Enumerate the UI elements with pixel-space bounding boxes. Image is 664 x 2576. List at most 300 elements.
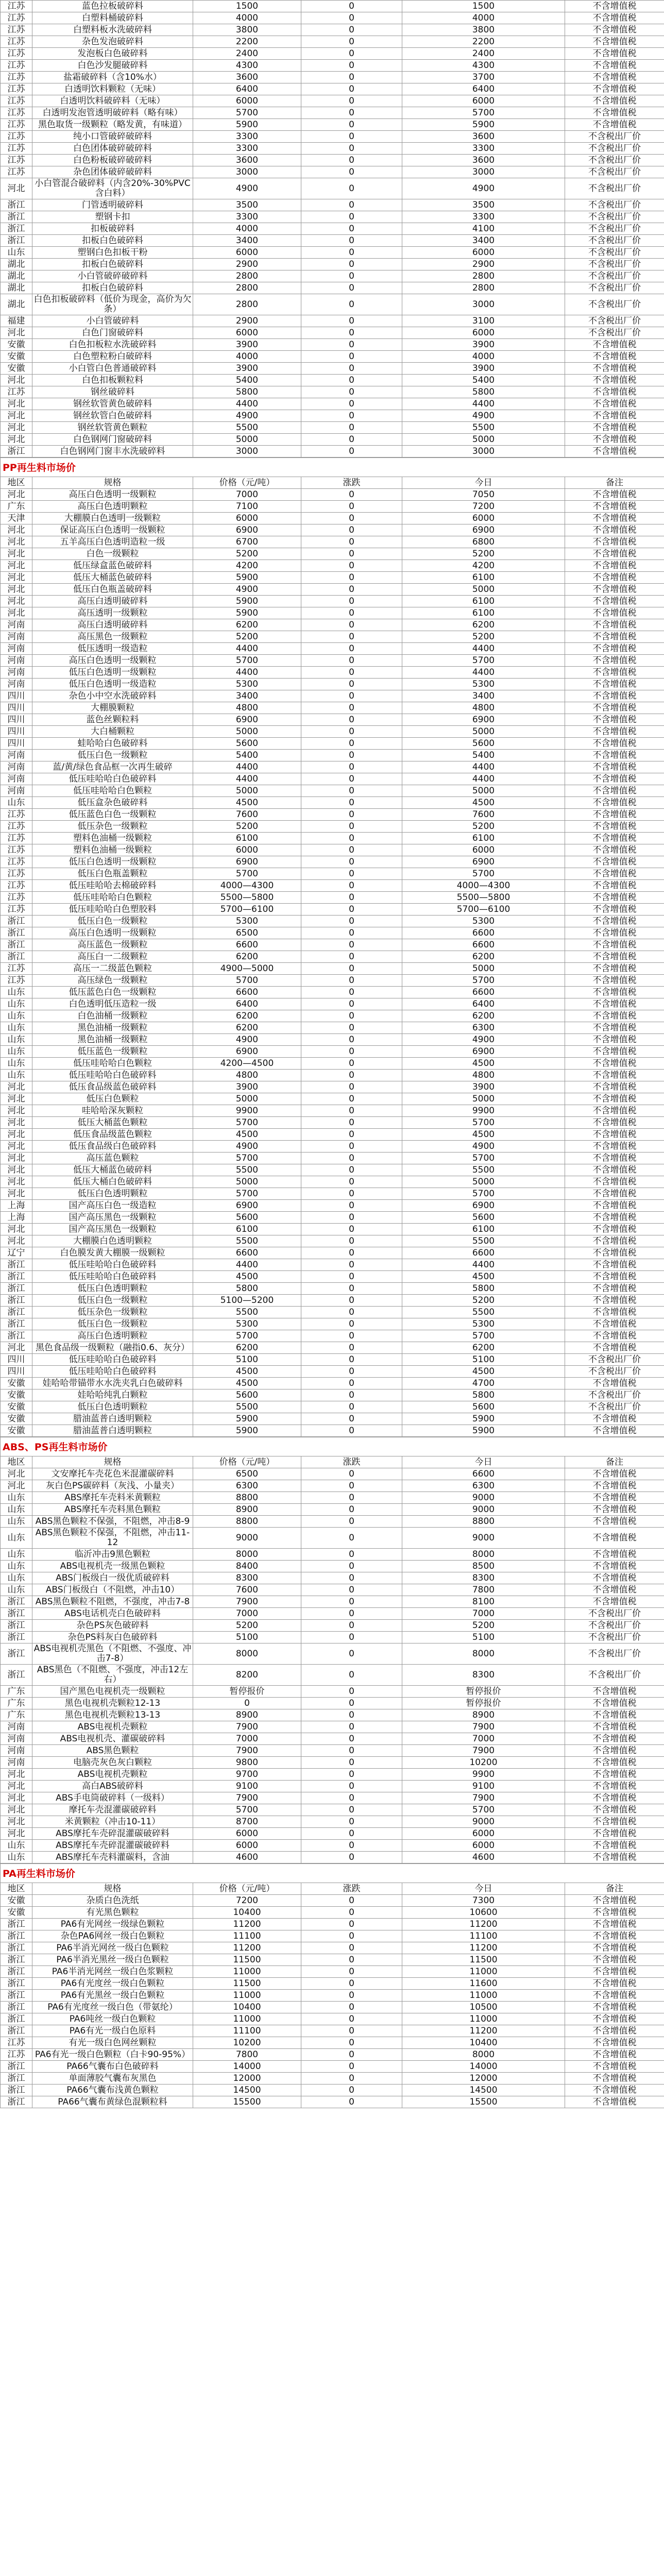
table-row xyxy=(1,1990,664,2002)
region-cell: 河北 xyxy=(1,1153,32,1164)
note-cell: 不含增值税 xyxy=(565,351,664,363)
spec-cell: 低压食品级蓝色颗粒 xyxy=(32,1129,193,1141)
price-cell: 3400 xyxy=(193,235,301,247)
change-cell: 0 xyxy=(301,1259,402,1271)
today-cell: 4900 xyxy=(402,1034,565,1046)
header-today: 今日 xyxy=(402,1883,565,1895)
header-price: 价格（元/吨） xyxy=(193,1456,301,1468)
note-cell: 不含增值税 xyxy=(565,1840,664,1852)
region-cell: 湖北 xyxy=(1,294,32,315)
today-cell: 4500 xyxy=(402,1366,565,1378)
region-cell: 四川 xyxy=(1,1354,32,1366)
price-cell: 4900 xyxy=(193,178,301,199)
today-cell: 5500—5800 xyxy=(402,892,565,904)
today-cell: 3400 xyxy=(402,235,565,247)
region-cell: 安徽 xyxy=(1,363,32,375)
table-row xyxy=(1,1235,664,1247)
table-row xyxy=(1,1046,664,1058)
note-cell: 不含增值税 xyxy=(565,1816,664,1828)
spec-cell: 有光一级白色网丝颗粒 xyxy=(32,2037,193,2049)
spec-cell: 塑料色油桶一级颗粒 xyxy=(32,844,193,856)
spec-cell: 有光黑色颗粒 xyxy=(32,1907,193,1919)
change-cell: 0 xyxy=(301,998,402,1010)
note-cell: 不含增值税 xyxy=(565,1425,664,1437)
spec-cell: 白透明饮料破碎料（无味） xyxy=(32,95,193,107)
change-cell: 0 xyxy=(301,501,402,513)
spec-cell: 低压哇哈哈白色破碎料 xyxy=(32,1259,193,1271)
price-cell: 7000 xyxy=(193,1733,301,1745)
today-cell: 8900 xyxy=(402,1709,565,1721)
note-cell: 不含增值税 xyxy=(565,1804,664,1816)
change-cell: 0 xyxy=(301,294,402,315)
spec-cell: 扣板白色破碎料 xyxy=(32,259,193,270)
change-cell: 0 xyxy=(301,1378,402,1389)
table-row xyxy=(1,679,664,690)
change-cell: 0 xyxy=(301,223,402,235)
change-cell: 0 xyxy=(301,1176,402,1188)
region-cell: 山东 xyxy=(1,1504,32,1516)
change-cell: 0 xyxy=(301,2061,402,2073)
price-cell: 2800 xyxy=(193,282,301,294)
today-cell: 4000 xyxy=(402,351,565,363)
note-cell: 不含增值税 xyxy=(565,584,664,596)
price-cell: 4400 xyxy=(193,398,301,410)
today-cell: 11000 xyxy=(402,2013,565,2025)
note-cell: 不含增值税 xyxy=(565,880,664,892)
spec-cell: 杂质白色洗纸 xyxy=(32,1895,193,1907)
note-cell: 不含增值税 xyxy=(565,1283,664,1295)
note-cell: 不含增值税 xyxy=(565,844,664,856)
price-cell: 3400 xyxy=(193,690,301,702)
note-cell: 不含增值税 xyxy=(565,1978,664,1990)
table-row xyxy=(1,1745,664,1757)
header-price: 价格（元/吨） xyxy=(193,1883,301,1895)
table-row xyxy=(1,1342,664,1354)
change-cell: 0 xyxy=(301,773,402,785)
today-cell: 8000 xyxy=(402,1549,565,1561)
note-cell: 不含税出厂价 xyxy=(565,199,664,211)
region-cell: 河北 xyxy=(1,572,32,584)
region-cell: 山东 xyxy=(1,247,32,259)
spec-cell: 扣板白色破碎料 xyxy=(32,282,193,294)
note-cell: 不含增值税 xyxy=(565,690,664,702)
note-cell: 不含税出厂价 xyxy=(565,270,664,282)
spec-cell: 杂色发泡破碎料 xyxy=(32,36,193,48)
today-cell: 4900 xyxy=(402,1141,565,1153)
region-cell: 江苏 xyxy=(1,36,32,48)
change-cell: 0 xyxy=(301,655,402,667)
today-cell: 7200 xyxy=(402,501,565,513)
change-cell: 0 xyxy=(301,155,402,166)
price-cell: 15500 xyxy=(193,2096,301,2108)
price-cell: 14500 xyxy=(193,2084,301,2096)
note-cell: 不含增值税 xyxy=(565,998,664,1010)
table-row xyxy=(1,1366,664,1378)
price-cell: 4900 xyxy=(193,410,301,422)
spec-cell: 低压透明一级造粒 xyxy=(32,643,193,655)
spec-cell: 低压白色一级颗粒 xyxy=(32,916,193,927)
price-cell: 4900—5000 xyxy=(193,963,301,975)
table-row xyxy=(1,761,664,773)
region-cell: 浙江 xyxy=(1,1942,32,1954)
today-cell: 3900 xyxy=(402,1081,565,1093)
today-cell: 11200 xyxy=(402,2025,565,2037)
table-row xyxy=(1,1093,664,1105)
change-cell: 0 xyxy=(301,119,402,131)
price-cell: 6900 xyxy=(193,1046,301,1058)
spec-cell: 小白管破碎破碎料 xyxy=(32,270,193,282)
today-cell: 6600 xyxy=(402,939,565,951)
table-row xyxy=(1,726,664,738)
today-cell: 6200 xyxy=(402,951,565,963)
change-cell: 0 xyxy=(301,916,402,927)
change-cell: 0 xyxy=(301,2084,402,2096)
change-cell: 0 xyxy=(301,178,402,199)
note-cell: 不含增值税 xyxy=(565,927,664,939)
change-cell: 0 xyxy=(301,1919,402,1930)
change-cell: 0 xyxy=(301,1307,402,1318)
spec-cell: 高白ABS破碎料 xyxy=(32,1781,193,1792)
price-cell: 11000 xyxy=(193,1990,301,2002)
price-cell: 4400 xyxy=(193,667,301,679)
change-cell: 0 xyxy=(301,513,402,524)
pa-table xyxy=(0,1863,664,2108)
region-cell: 江苏 xyxy=(1,72,32,83)
today-cell: 3700 xyxy=(402,72,565,83)
note-cell: 不含增值税 xyxy=(565,2013,664,2025)
change-cell: 0 xyxy=(301,1990,402,2002)
price-cell: 4900 xyxy=(193,1141,301,1153)
today-cell: 3500 xyxy=(402,199,565,211)
note-cell: 不含增值税 xyxy=(565,1745,664,1757)
table-row xyxy=(1,702,664,714)
today-cell: 6600 xyxy=(402,987,565,998)
change-cell: 0 xyxy=(301,375,402,386)
change-cell: 0 xyxy=(301,1283,402,1295)
change-cell: 0 xyxy=(301,1930,402,1942)
price-cell: 5200 xyxy=(193,1620,301,1632)
note-cell: 不含税出厂价 xyxy=(565,1608,664,1620)
today-cell: 8000 xyxy=(402,1643,565,1665)
table-row xyxy=(1,1212,664,1224)
note-cell: 不含增值税 xyxy=(565,702,664,714)
region-cell: 河北 xyxy=(1,1081,32,1093)
today-cell: 6600 xyxy=(402,927,565,939)
note-cell: 不含增值税 xyxy=(565,975,664,987)
table-row xyxy=(1,1271,664,1283)
today-cell: 8000 xyxy=(402,2049,565,2061)
header-today: 今日 xyxy=(402,1456,565,1468)
spec-cell: 黑色油桶一级颗粒 xyxy=(32,1022,193,1034)
today-cell: 4500 xyxy=(402,1129,565,1141)
change-cell: 0 xyxy=(301,1164,402,1176)
change-cell: 0 xyxy=(301,1480,402,1492)
price-cell: 2900 xyxy=(193,259,301,270)
spec-cell: ABS摩托车壳料米黄颗粒 xyxy=(32,1492,193,1504)
change-cell: 0 xyxy=(301,1828,402,1840)
table-row xyxy=(1,1188,664,1200)
change-cell: 0 xyxy=(301,1942,402,1954)
price-cell: 4800 xyxy=(193,1070,301,1081)
region-cell: 湖北 xyxy=(1,259,32,270)
today-cell: 3800 xyxy=(402,24,565,36)
spec-cell: 电脑壳灰色灰白颗粒 xyxy=(32,1757,193,1769)
change-cell: 0 xyxy=(301,95,402,107)
price-cell: 5500 xyxy=(193,1401,301,1413)
note-cell: 不含增值税 xyxy=(565,339,664,351)
region-cell: 山东 xyxy=(1,1572,32,1584)
today-cell: 4400 xyxy=(402,773,565,785)
change-cell: 0 xyxy=(301,386,402,398)
region-cell: 浙江 xyxy=(1,1259,32,1271)
table-row xyxy=(1,998,664,1010)
today-cell: 5500 xyxy=(402,1307,565,1318)
table-row xyxy=(1,1620,664,1632)
today-cell: 5000 xyxy=(402,963,565,975)
spec-cell: 哇哈哈深灰颗粒 xyxy=(32,1105,193,1117)
abs-section-title: ABS、PS再生料市场价 xyxy=(1,1437,664,1456)
today-cell: 6600 xyxy=(402,1247,565,1259)
today-cell: 7900 xyxy=(402,1721,565,1733)
table-row xyxy=(1,398,664,410)
spec-cell: 黑色电视机壳颗粒12-13 xyxy=(32,1698,193,1709)
header-today: 今日 xyxy=(402,477,565,489)
table-row xyxy=(1,1117,664,1129)
spec-cell: PA6有光网丝一级绿色颗粒 xyxy=(32,1919,193,1930)
spec-cell: 单面薄胶气囊布灰黑色 xyxy=(32,2073,193,2084)
region-cell: 安徽 xyxy=(1,1401,32,1413)
today-cell: 7900 xyxy=(402,1792,565,1804)
today-cell: 5600 xyxy=(402,1212,565,1224)
region-cell: 河南 xyxy=(1,785,32,797)
region-cell: 河南 xyxy=(1,1757,32,1769)
change-cell: 0 xyxy=(301,1295,402,1307)
region-cell: 河北 xyxy=(1,178,32,199)
note-cell: 不含增值税 xyxy=(565,1596,664,1608)
price-cell: 3300 xyxy=(193,211,301,223)
table-row xyxy=(1,1010,664,1022)
region-cell: 江苏 xyxy=(1,880,32,892)
price-cell: 6000 xyxy=(193,513,301,524)
price-cell: 6200 xyxy=(193,619,301,631)
note-cell: 不含增值税 xyxy=(565,422,664,434)
region-cell: 山东 xyxy=(1,1549,32,1561)
table-row xyxy=(1,892,664,904)
table-row xyxy=(1,1176,664,1188)
table-row xyxy=(1,1022,664,1034)
today-cell: 7800 xyxy=(402,1584,565,1596)
today-cell: 4200 xyxy=(402,560,565,572)
today-cell: 4800 xyxy=(402,702,565,714)
spec-cell: 娃哈哈带锚带水水洗夹乳白色破碎料 xyxy=(32,1378,193,1389)
region-cell: 浙江 xyxy=(1,1283,32,1295)
today-cell: 4900 xyxy=(402,410,565,422)
spec-cell: 低压食品级白色破碎料 xyxy=(32,1141,193,1153)
region-cell: 河北 xyxy=(1,1342,32,1354)
table-row xyxy=(1,36,664,48)
table-row xyxy=(1,880,664,892)
region-cell: 浙江 xyxy=(1,1919,32,1930)
header-change: 涨跌 xyxy=(301,1883,402,1895)
note-cell: 不含增值税 xyxy=(565,750,664,761)
note-cell: 不含税出厂价 xyxy=(565,282,664,294)
change-cell: 0 xyxy=(301,1117,402,1129)
spec-cell: 杂色团体破碎破碎料 xyxy=(32,166,193,178)
spec-cell: 钢丝软管黄色颗粒 xyxy=(32,422,193,434)
spec-cell: 白色膜发黄大棚膜一级颗粒 xyxy=(32,1247,193,1259)
price-cell: 8000 xyxy=(193,1549,301,1561)
spec-cell: ABS门板级白（不阻燃，冲击10） xyxy=(32,1584,193,1596)
region-cell: 河北 xyxy=(1,1129,32,1141)
region-cell: 浙江 xyxy=(1,1966,32,1978)
table-row xyxy=(1,1058,664,1070)
region-cell: 浙江 xyxy=(1,2025,32,2037)
price-cell: 6900 xyxy=(193,1200,301,1212)
table-row xyxy=(1,1318,664,1330)
change-cell: 0 xyxy=(301,72,402,83)
table-row xyxy=(1,446,664,457)
today-cell: 6100 xyxy=(402,833,565,844)
change-cell: 0 xyxy=(301,1468,402,1480)
note-cell: 不含税出厂价 xyxy=(565,1643,664,1665)
price-cell: 5000 xyxy=(193,785,301,797)
spec-cell: 低压白色颗粒 xyxy=(32,1093,193,1105)
change-cell: 0 xyxy=(301,536,402,548)
note-cell: 不含增值税 xyxy=(565,868,664,880)
table-row xyxy=(1,1942,664,1954)
note-cell: 不含增值税 xyxy=(565,1093,664,1105)
region-cell: 河北 xyxy=(1,1468,32,1480)
note-cell: 不含增值税 xyxy=(565,572,664,584)
price-cell: 6000 xyxy=(193,95,301,107)
region-cell: 辽宁 xyxy=(1,1247,32,1259)
note-cell: 不含增值税 xyxy=(565,72,664,83)
table-row xyxy=(1,939,664,951)
price-cell: 5400 xyxy=(193,750,301,761)
region-cell: 四川 xyxy=(1,726,32,738)
table-row xyxy=(1,1516,664,1528)
spec-cell: ABS摩托车壳料黑色颗粒 xyxy=(32,1504,193,1516)
today-cell: 3600 xyxy=(402,155,565,166)
spec-cell: 五羊高压白色透明造粒一级 xyxy=(32,536,193,548)
region-cell: 安徽 xyxy=(1,351,32,363)
today-cell: 5300 xyxy=(402,1318,565,1330)
today-cell: 2900 xyxy=(402,259,565,270)
price-cell: 7200 xyxy=(193,1895,301,1907)
note-cell: 不含增值税 xyxy=(565,1259,664,1271)
price-cell: 11500 xyxy=(193,1954,301,1966)
price-cell: 4500 xyxy=(193,797,301,809)
note-cell: 不含增值税 xyxy=(565,1164,664,1176)
abs-table xyxy=(0,1437,664,1863)
note-cell: 不含增值税 xyxy=(565,513,664,524)
spec-cell: 塑钢卡扣 xyxy=(32,211,193,223)
change-cell: 0 xyxy=(301,1632,402,1643)
note-cell: 不含增值税 xyxy=(565,24,664,36)
note-cell: 不含增值税 xyxy=(565,821,664,833)
today-cell: 8500 xyxy=(402,1561,565,1572)
change-cell: 0 xyxy=(301,247,402,259)
today-cell: 3900 xyxy=(402,339,565,351)
price-cell: 6900 xyxy=(193,714,301,726)
spec-cell: 低压白色一级颗粒 xyxy=(32,750,193,761)
note-cell: 不含税出厂价 xyxy=(565,223,664,235)
table-row xyxy=(1,607,664,619)
spec-cell: 低压白色一级颗粒 xyxy=(32,1318,193,1330)
table-row xyxy=(1,572,664,584)
note-cell: 不含增值税 xyxy=(565,1058,664,1070)
today-cell: 4400 xyxy=(402,761,565,773)
spec-cell: 蓝色丝颗粒料 xyxy=(32,714,193,726)
today-cell: 5200 xyxy=(402,821,565,833)
region-cell: 上海 xyxy=(1,1200,32,1212)
change-cell: 0 xyxy=(301,1504,402,1516)
today-cell: 5600 xyxy=(402,738,565,750)
today-cell: 4400 xyxy=(402,667,565,679)
today-cell: 3400 xyxy=(402,690,565,702)
change-cell: 0 xyxy=(301,1816,402,1828)
spec-cell: ABS黑色（不阻燃、不强度，冲击12左右） xyxy=(32,1665,193,1686)
region-cell: 江苏 xyxy=(1,821,32,833)
spec-cell: 大棚膜白色透明一级颗粒 xyxy=(32,513,193,524)
price-cell: 6000 xyxy=(193,1840,301,1852)
region-cell: 江苏 xyxy=(1,48,32,60)
price-cell: 4200—4500 xyxy=(193,1058,301,1070)
change-cell: 0 xyxy=(301,1978,402,1990)
note-cell: 不含增值税 xyxy=(565,726,664,738)
note-cell: 不含增值税 xyxy=(565,375,664,386)
table-row xyxy=(1,1164,664,1176)
table-row xyxy=(1,1413,664,1425)
region-cell: 安徽 xyxy=(1,1895,32,1907)
today-cell: 9100 xyxy=(402,1781,565,1792)
table-row xyxy=(1,1259,664,1271)
price-cell: 4500 xyxy=(193,1271,301,1283)
pa-header-row xyxy=(1,1883,664,1895)
price-cell: 10400 xyxy=(193,2002,301,2013)
price-cell: 暂停报价 xyxy=(193,1686,301,1698)
price-cell: 6000 xyxy=(193,844,301,856)
spec-cell: ABS电视机壳、灌碳破碎料 xyxy=(32,1733,193,1745)
region-cell: 河北 xyxy=(1,434,32,446)
spec-cell: 黑色取货一级颗粒（略发黄，有味道） xyxy=(32,119,193,131)
table-row xyxy=(1,1966,664,1978)
note-cell: 不含增值税 xyxy=(565,1295,664,1307)
region-cell: 浙江 xyxy=(1,446,32,457)
change-cell: 0 xyxy=(301,750,402,761)
table-row xyxy=(1,2013,664,2025)
spec-cell: 摩托车壳混灌碳破碎料 xyxy=(32,1804,193,1816)
change-cell: 0 xyxy=(301,270,402,282)
change-cell: 0 xyxy=(301,939,402,951)
region-cell: 山东 xyxy=(1,1070,32,1081)
spec-cell: 高压黑色一级颗粒 xyxy=(32,631,193,643)
today-cell: 5300 xyxy=(402,679,565,690)
spec-cell: 低压白色透明一级颗粒 xyxy=(32,856,193,868)
note-cell: 不含增值税 xyxy=(565,785,664,797)
today-cell: 3000 xyxy=(402,446,565,457)
table-row xyxy=(1,12,664,24)
region-cell: 安徽 xyxy=(1,1378,32,1389)
table-row xyxy=(1,951,664,963)
change-cell: 0 xyxy=(301,1212,402,1224)
spec-cell: 白色沙发腿破碎料 xyxy=(32,60,193,72)
header-change: 涨跌 xyxy=(301,1456,402,1468)
spec-cell: 低压白色瓶盖颗粒 xyxy=(32,868,193,880)
change-cell: 0 xyxy=(301,1698,402,1709)
note-cell: 不含增值税 xyxy=(565,2025,664,2037)
table-row xyxy=(1,1247,664,1259)
